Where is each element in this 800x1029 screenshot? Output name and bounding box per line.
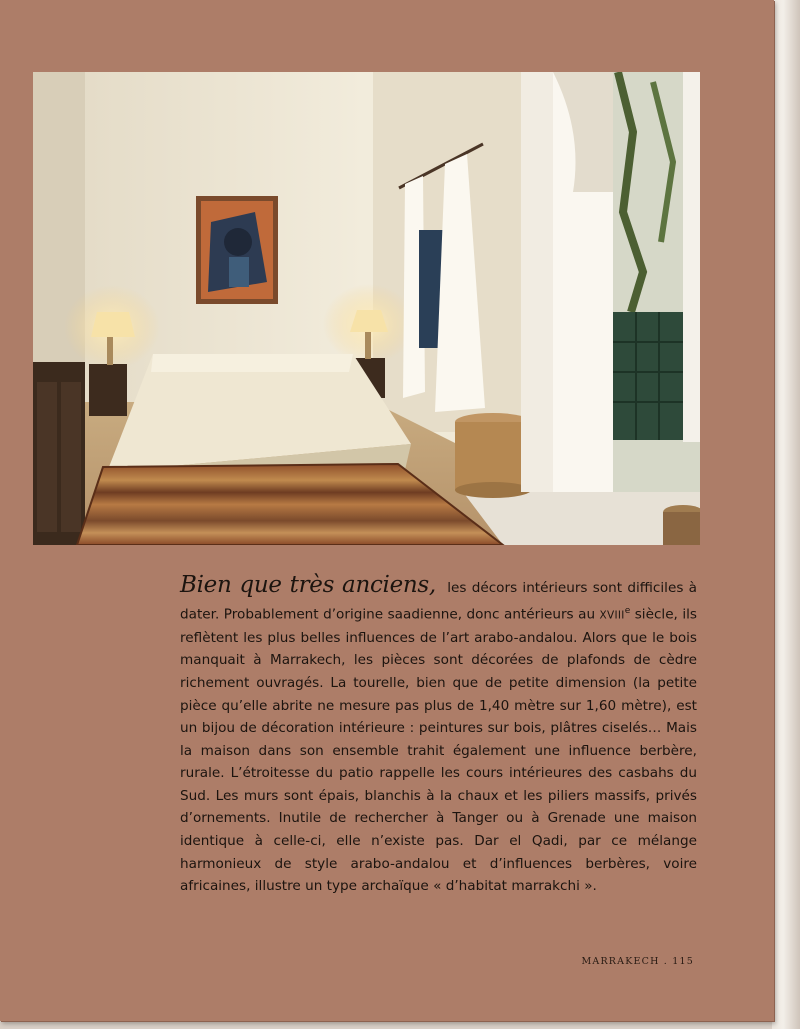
page-folio: MARRAKECH . 115 xyxy=(581,956,694,967)
bedroom-photo xyxy=(33,72,700,545)
article-paragraph xyxy=(180,574,697,898)
paragraph-part-2: siècle, ils reflètent les plus belles influences de l’art arabo-andalou. Alors que le bois manquait à Marrakech, les pièces sont décorées de plafonds de cèdre richement ouvragés. La tourelle, bien que de petite dimension (la petite pièce qu’elle abrite ne mesure pas plus de 1,40 mètre sur 1,60 mètre), est un bijou de décoration intérieure : peintures sur bois, plâtres ciselés… Mais la maison dans son ensemble trahit également une influence berbère, rurale. L’étroitesse du patio rappelle les cours intérieures des casbahs du Sud. Les murs sont épais, blanchis à la chaux et les piliers massifs, privés d’ornements. Inutile de rechercher à Tanger ou à Grenade une maison identique à celle-ci, elle n’existe pas. Dar el Qadi, par ce mélange harmonieux de style arabo-andalou et d’influences berbères, voire africaines, illustre un type archaïque « d’habitat marrakchi ». xyxy=(180,606,697,895)
century-superscript: e xyxy=(624,605,631,616)
scanner-edge xyxy=(772,0,800,1029)
paragraph-part-1: les décors intérieurs sont difficiles à dater. Probablement d’origine saadienne, donc antérieurs au xyxy=(180,580,697,623)
lead-in: Bien que très anciens, xyxy=(180,572,436,598)
century-numeral: XVIII xyxy=(599,609,625,622)
